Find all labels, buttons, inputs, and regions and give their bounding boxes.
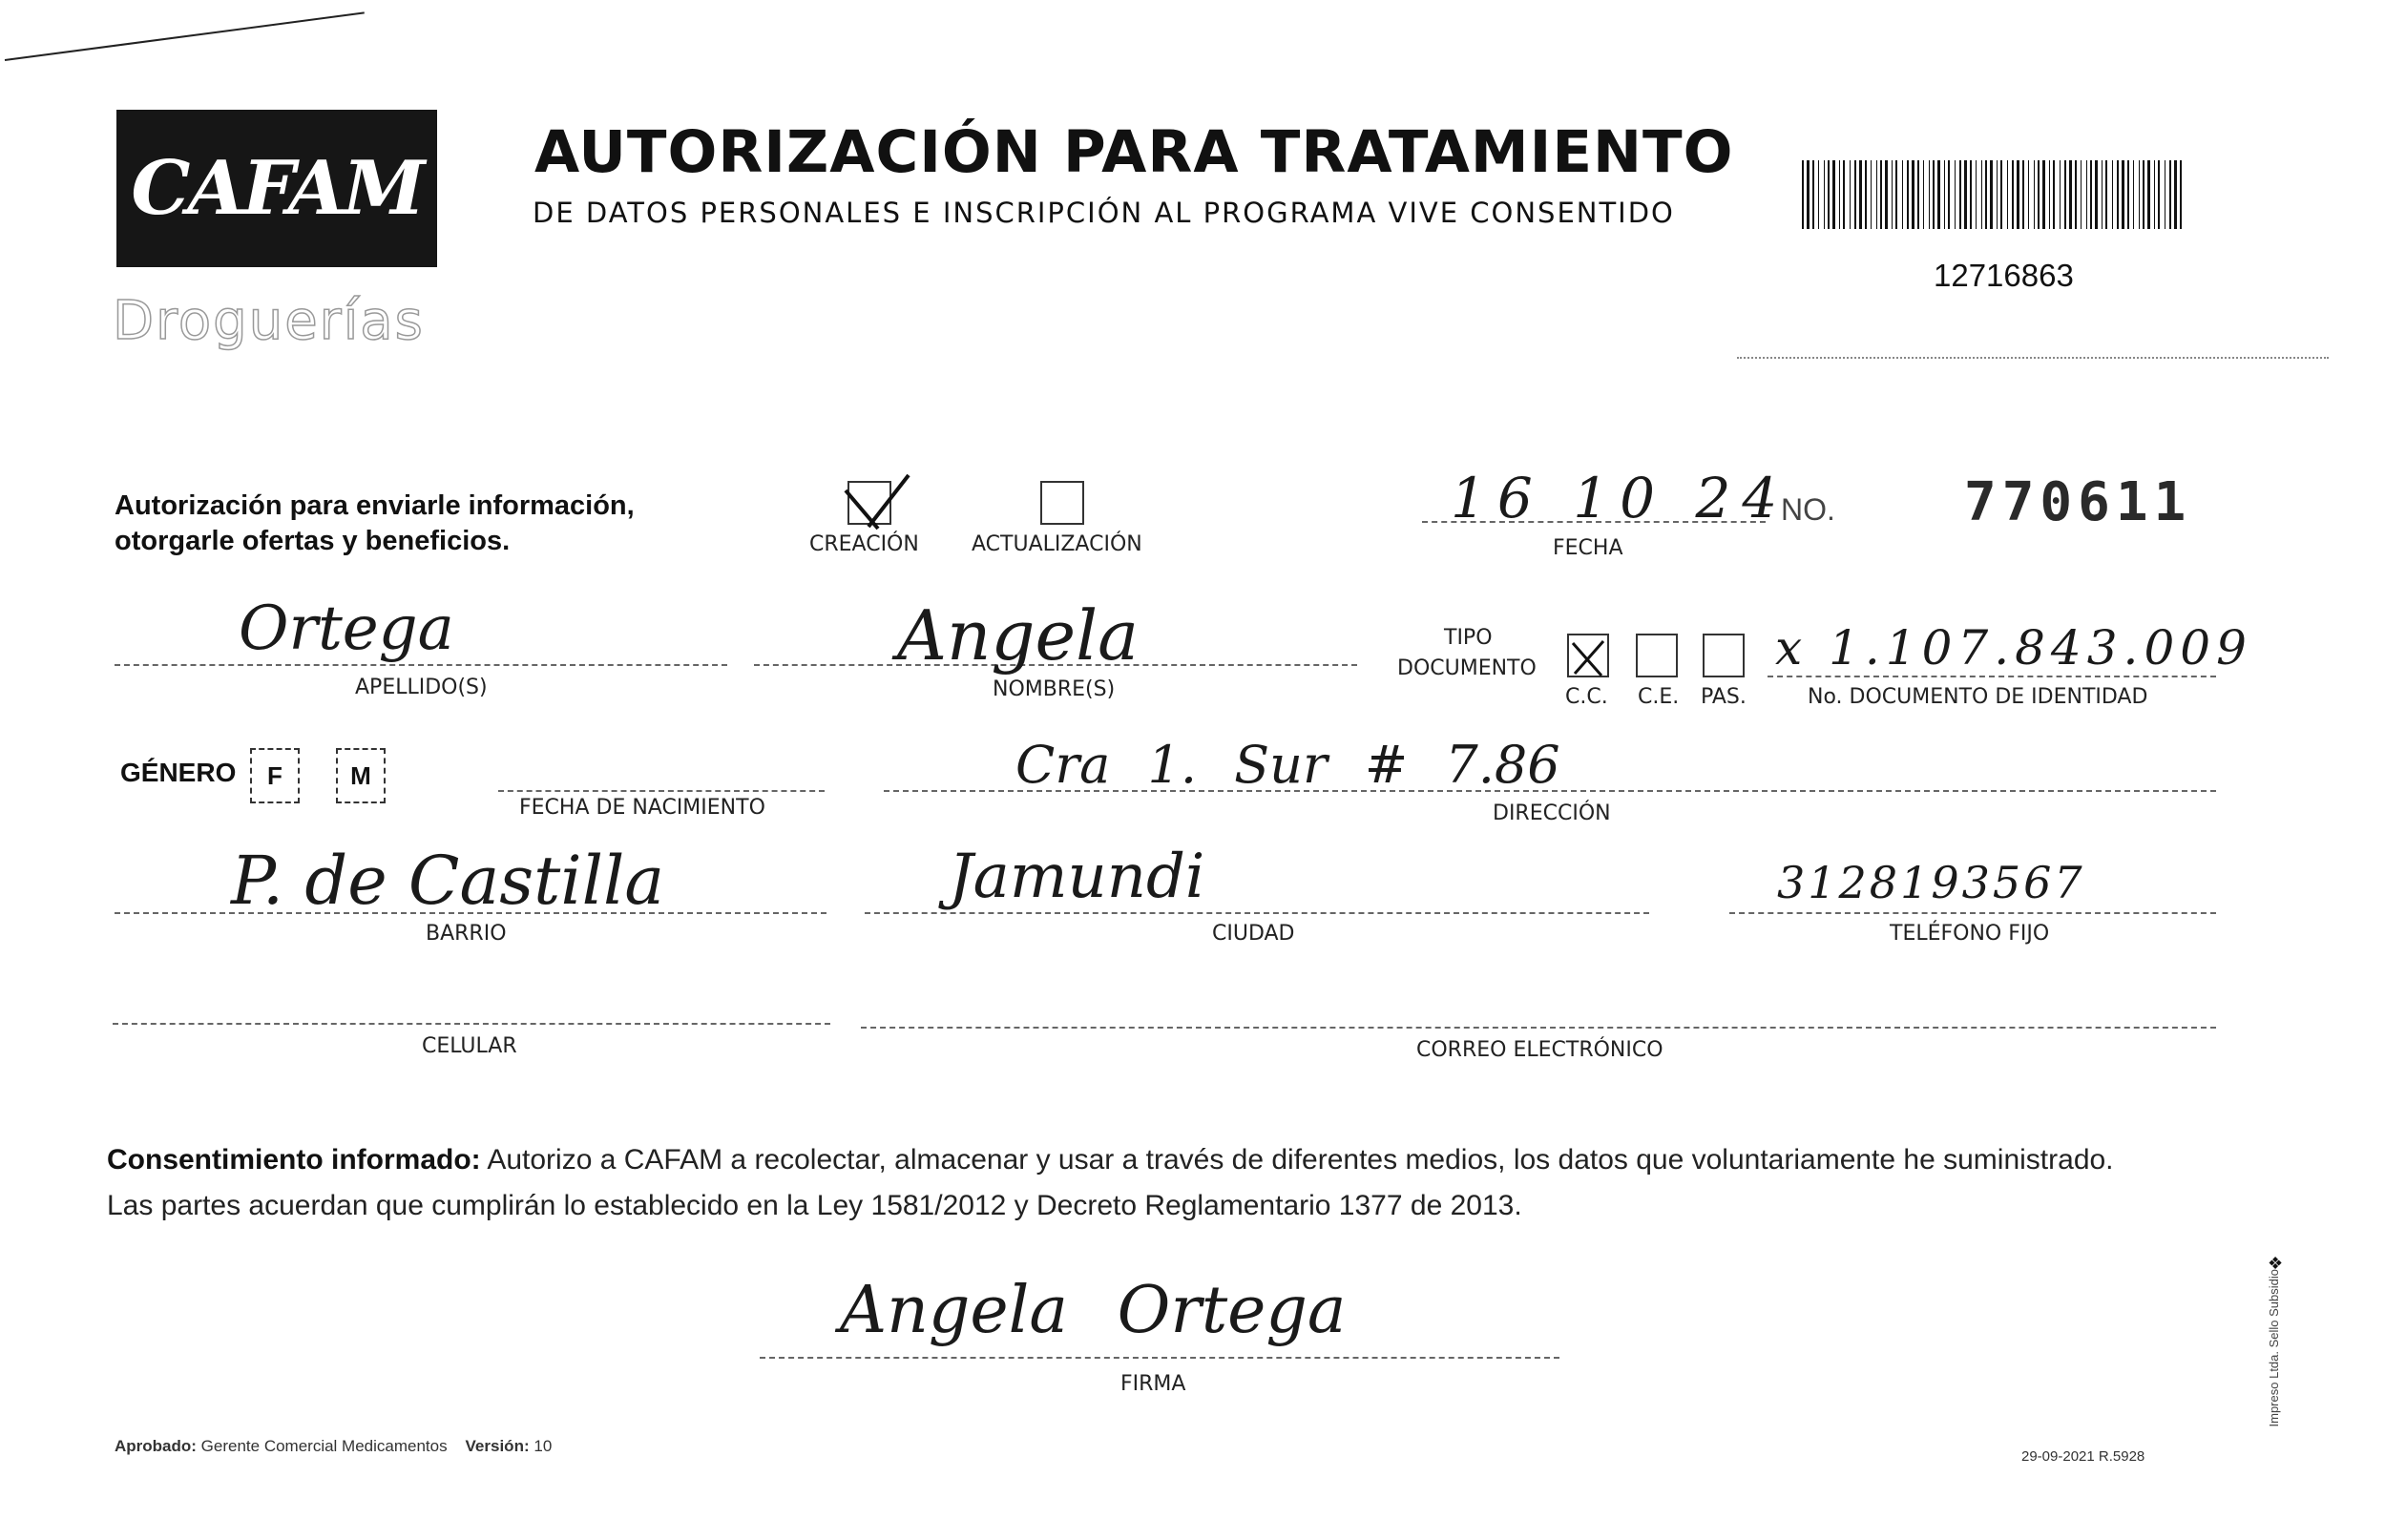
ciudad-label: CIUDAD	[1212, 922, 1295, 946]
telefono-value[interactable]: 3128193567	[1777, 857, 2085, 908]
celular-line	[113, 1023, 830, 1025]
form-number: 770611	[1964, 471, 2192, 533]
firma-line	[760, 1357, 1559, 1359]
authorization-line-1: Autorización para enviarle información,	[115, 490, 635, 521]
footer-approval	[115, 1437, 552, 1456]
header-dotted-rule	[1737, 357, 2329, 359]
consent-line-2: Las partes acuerdan que cumplirán lo establecido en la Ley 1581/2012 y Decreto Reglamentario 1377 de 2013.	[107, 1190, 1522, 1221]
signature-value[interactable]: Angela Ortega	[840, 1273, 1347, 1348]
ce-checkbox[interactable]	[1636, 634, 1678, 677]
cc-label: C.C.	[1565, 685, 1608, 709]
no-label: NO.	[1781, 492, 1835, 527]
documento-line	[1768, 676, 2216, 677]
ciudad-value[interactable]: Jamundi	[949, 842, 1205, 912]
corner-scan-line	[5, 11, 365, 61]
apellido-label: APELLIDO(S)	[355, 676, 488, 699]
actualizacion-checkbox[interactable]	[1040, 481, 1084, 525]
version-value: 10	[533, 1437, 553, 1455]
barrio-label: BARRIO	[426, 922, 507, 946]
fecha-value[interactable]: 16 10 24	[1451, 466, 1789, 531]
pas-label: PAS.	[1701, 685, 1747, 709]
ce-label: C.E.	[1638, 685, 1680, 709]
aprobado-label: Aprobado:	[115, 1437, 197, 1455]
version-label: Versión:	[465, 1437, 530, 1455]
consent-line-1	[107, 1137, 2226, 1183]
tipo-label: TIPO	[1444, 626, 1493, 650]
nombre-value[interactable]: Angela	[897, 595, 1140, 676]
barrio-value[interactable]: P. de Castilla	[231, 842, 665, 920]
logo-text: CAFAM	[131, 145, 423, 232]
documento-value[interactable]: x 1.107.843.009	[1775, 620, 2252, 676]
form-title: AUTORIZACIÓN PARA TRATAMIENTO	[534, 118, 1734, 186]
barcode-number: 12716863	[1934, 258, 2074, 293]
pas-checkbox[interactable]	[1703, 634, 1745, 677]
authorization-label	[115, 489, 635, 559]
genero-label: GÉNERO	[120, 758, 237, 787]
firma-label: FIRMA	[1120, 1372, 1186, 1396]
logo-subtext: Droguerías	[113, 290, 425, 352]
x-mark-icon	[1565, 634, 1613, 681]
aprobado-value: Gerente Comercial Medicamentos	[200, 1437, 448, 1455]
nombre-label: NOMBRE(S)	[993, 677, 1116, 701]
consent-heading: Consentimiento informado:	[107, 1144, 481, 1176]
genero-m-box[interactable]: M	[336, 748, 386, 803]
telefono-line	[1729, 912, 2216, 914]
consent-paragraph	[107, 1137, 2226, 1229]
fecha-label: FECHA	[1553, 536, 1623, 560]
actualizacion-label: ACTUALIZACIÓN	[972, 532, 1142, 556]
celular-label: CELULAR	[422, 1034, 517, 1058]
side-emblem-icon: ❖	[2268, 1254, 2284, 1273]
cafam-logo	[116, 110, 437, 267]
correo-line	[861, 1027, 2216, 1029]
documento-type-label: DOCUMENTO	[1397, 656, 1537, 680]
apellido-line	[115, 664, 727, 666]
apellido-value[interactable]: Ortega	[239, 593, 454, 664]
correo-label: CORREO ELECTRÓNICO	[1416, 1038, 1663, 1062]
form-subtitle: DE DATOS PERSONALES E INSCRIPCIÓN AL PROGRAMA VIVE CONSENTIDO	[533, 197, 1675, 229]
consent-text-1: Autorizo a CAFAM a recolectar, almacenar y usar a través de diferentes medios, los datos que voluntariamente he suministrado.	[480, 1144, 2114, 1176]
creacion-checkbox[interactable]	[847, 481, 891, 525]
ciudad-line	[865, 912, 1649, 914]
fecha-nacimiento-line	[498, 790, 825, 792]
cc-checkbox[interactable]	[1567, 634, 1609, 677]
documento-label: No. DOCUMENTO DE IDENTIDAD	[1808, 685, 2148, 709]
check-mark-icon	[840, 469, 916, 536]
creacion-label: CREACIÓN	[809, 532, 919, 556]
genero-f-box[interactable]: F	[250, 748, 300, 803]
footer-date-code: 29-09-2021 R.5928	[2021, 1448, 2145, 1465]
barcode	[1802, 160, 2182, 229]
fecha-nacimiento-label: FECHA DE NACIMIENTO	[519, 796, 765, 820]
side-vertical-text: Impreso Ltda. Sello Subsidio	[2267, 1269, 2281, 1427]
direccion-value[interactable]: Cra 1. Sur # 7.86	[1015, 735, 1560, 795]
direccion-label: DIRECCIÓN	[1493, 801, 1611, 825]
telefono-label: TELÉFONO FIJO	[1890, 922, 2050, 946]
authorization-line-2: otorgarle ofertas y beneficios.	[115, 526, 511, 556]
